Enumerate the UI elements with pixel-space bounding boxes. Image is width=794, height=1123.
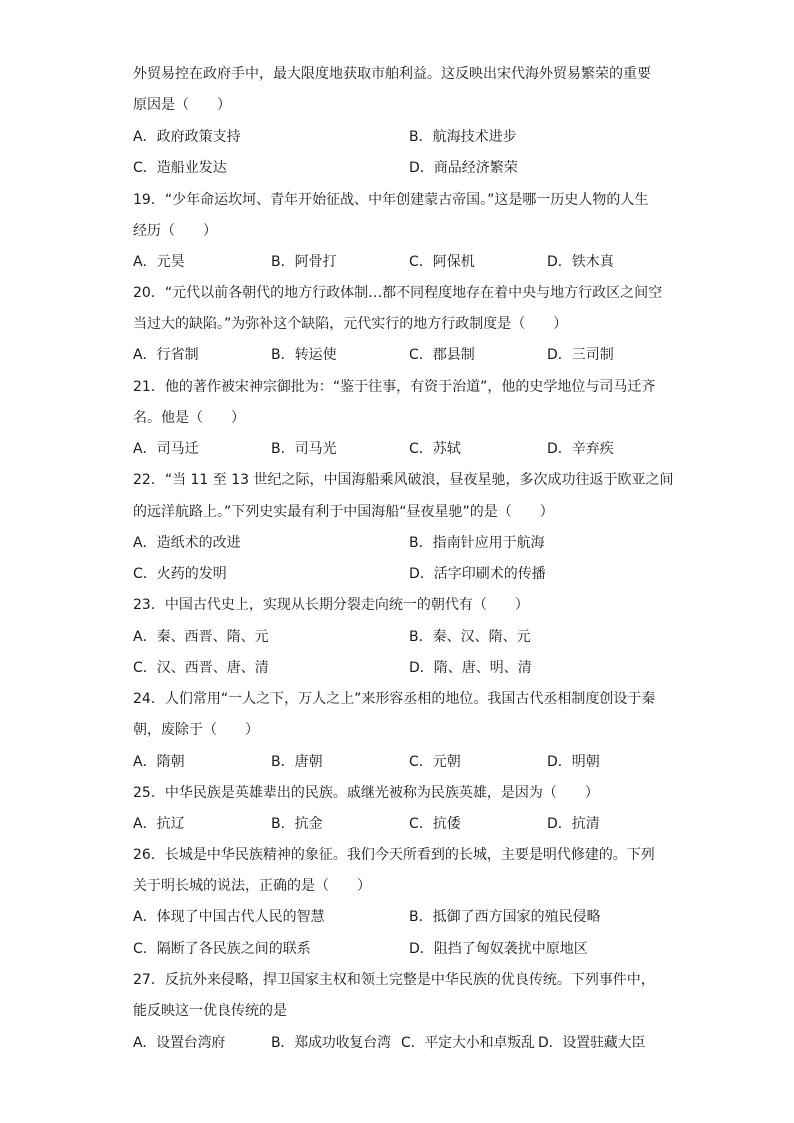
question-text: 原因是（ ） [133, 97, 231, 113]
option-c[interactable]: C．火药的发明 [133, 566, 227, 582]
question-text: 名。他是（ ） [133, 410, 245, 426]
question-23: 23．中国古代史上，实现从长期分裂走向统一的朝代有（ ） [133, 597, 529, 613]
option-c[interactable]: C．苏轼 [409, 441, 461, 457]
option-d[interactable]: D．明朝 [547, 754, 600, 770]
option-d[interactable]: D．商品经济繁荣 [409, 160, 518, 176]
option-a[interactable]: A．设置台湾府 [133, 1035, 226, 1051]
option-d[interactable]: D．三司制 [547, 347, 614, 363]
question-21: 21．他的著作被宋神宗御批为：“鉴于往事，有资于治道”，他的史学地位与司马迁齐 [133, 379, 656, 395]
question-text: 朝，废除于（ ） [133, 722, 259, 738]
option-c[interactable]: C．元朝 [409, 754, 461, 770]
answer-options [133, 127, 673, 147]
option-b[interactable]: B．抵御了西方国家的殖民侵略 [409, 909, 601, 925]
answer-options [133, 627, 673, 647]
option-a[interactable]: A．司马迁 [133, 441, 199, 457]
question-text: 当过大的缺陷。”为弥补这个缺陷，元代实行的地方行政制度是（ ） [133, 316, 568, 332]
question-24: 24．人们常用“一人之下，万人之上”来形容丞相的地位。我国古代丞相制度创设于秦 [133, 691, 656, 707]
option-c[interactable]: C．隔断了各民族之间的联系 [133, 941, 311, 957]
answer-options [133, 158, 673, 178]
option-b[interactable]: B．转运使 [271, 347, 337, 363]
option-d[interactable]: D．辛弃疾 [547, 441, 614, 457]
answer-options [133, 752, 673, 772]
question-22: 22．“当 11 至 13 世纪之际，中国海船乘风破浪，昼夜星驰，多次成功往返于欧亚之间 [133, 472, 674, 488]
option-a[interactable]: A．造纸术的改进 [133, 535, 241, 551]
option-a[interactable]: A．体现了中国古代人民的智慧 [133, 909, 325, 925]
option-a[interactable]: A．政府政策支持 [133, 129, 241, 145]
option-d[interactable]: D．隋、唐、明、清 [409, 660, 532, 676]
option-c[interactable]: C．阿保机 [409, 254, 475, 270]
option-d[interactable]: D．抗清 [547, 816, 600, 832]
option-c[interactable]: C．郡县制 [409, 347, 475, 363]
option-a[interactable]: A．抗辽 [133, 816, 185, 832]
option-c[interactable]: C．平定大小和卓叛乱 [401, 1035, 535, 1051]
question-text: 经历（ ） [133, 223, 217, 239]
question-text: 外贸易控在政府手中，最大限度地获取市舶利益。这反映出宋代海外贸易繁荣的重要 [133, 66, 651, 82]
answer-options [133, 907, 673, 927]
question-19: 19．“少年命运坎坷、青年开始征战、中年创建蒙古帝国。”这是哪一历史人物的人生 [133, 192, 649, 208]
answer-options [133, 939, 673, 959]
option-b[interactable]: B．秦、汉、隋、元 [409, 629, 531, 645]
option-a[interactable]: A．元昊 [133, 254, 185, 270]
option-d[interactable]: D．阻挡了匈奴袭扰中原地区 [409, 941, 588, 957]
question-20: 20．“元代以前各朝代的地方行政体制…都不同程度地存在着中央与地方行政区之间空 [133, 285, 663, 301]
option-b[interactable]: B．阿骨打 [271, 254, 337, 270]
answer-options [133, 658, 673, 678]
option-d[interactable]: D．活字印刷术的传播 [409, 566, 546, 582]
answer-options [133, 814, 673, 834]
option-d[interactable]: D．铁木真 [547, 254, 614, 270]
option-c[interactable]: C．抗倭 [409, 816, 461, 832]
question-text: 关于明长城的说法，正确的是（ ） [133, 878, 371, 894]
answer-options [133, 533, 673, 553]
option-a[interactable]: A．行省制 [133, 347, 199, 363]
question-26: 26．长城是中华民族精神的象征。我们今天所看到的长城，主要是明代修建的。下列 [133, 847, 655, 863]
answer-options [133, 1033, 673, 1053]
answer-options [133, 345, 673, 365]
question-text: 的远洋航路上。”下列史实最有利于中国海船“昼夜星驰”的是（ ） [133, 504, 554, 520]
option-c[interactable]: C．汉、西晋、唐、清 [133, 660, 269, 676]
option-b[interactable]: B．抗金 [271, 816, 323, 832]
question-text: 能反映这一优良传统的是 [133, 1003, 287, 1019]
answer-options [133, 252, 673, 272]
option-b[interactable]: B．唐朝 [271, 754, 323, 770]
answer-options [133, 439, 673, 459]
option-c[interactable]: C．造船业发达 [133, 160, 227, 176]
answer-options [133, 564, 673, 584]
option-b[interactable]: B．航海技术进步 [409, 129, 517, 145]
question-25: 25．中华民族是英雄辈出的民族。戚继光被称为民族英雄，是因为（ ） [133, 785, 599, 801]
question-27: 27．反抗外来侵略，捍卫国家主权和领土完整是中华民族的优良传统。下列事件中， [133, 972, 655, 988]
option-a[interactable]: A．秦、西晋、隋、元 [133, 629, 269, 645]
option-b[interactable]: B．司马光 [271, 441, 337, 457]
option-d[interactable]: D．设置驻藏大臣 [538, 1035, 646, 1051]
option-b[interactable]: B．郑成功收复台湾 [271, 1035, 391, 1051]
option-b[interactable]: B．指南针应用于航海 [409, 535, 545, 551]
option-a[interactable]: A．隋朝 [133, 754, 185, 770]
